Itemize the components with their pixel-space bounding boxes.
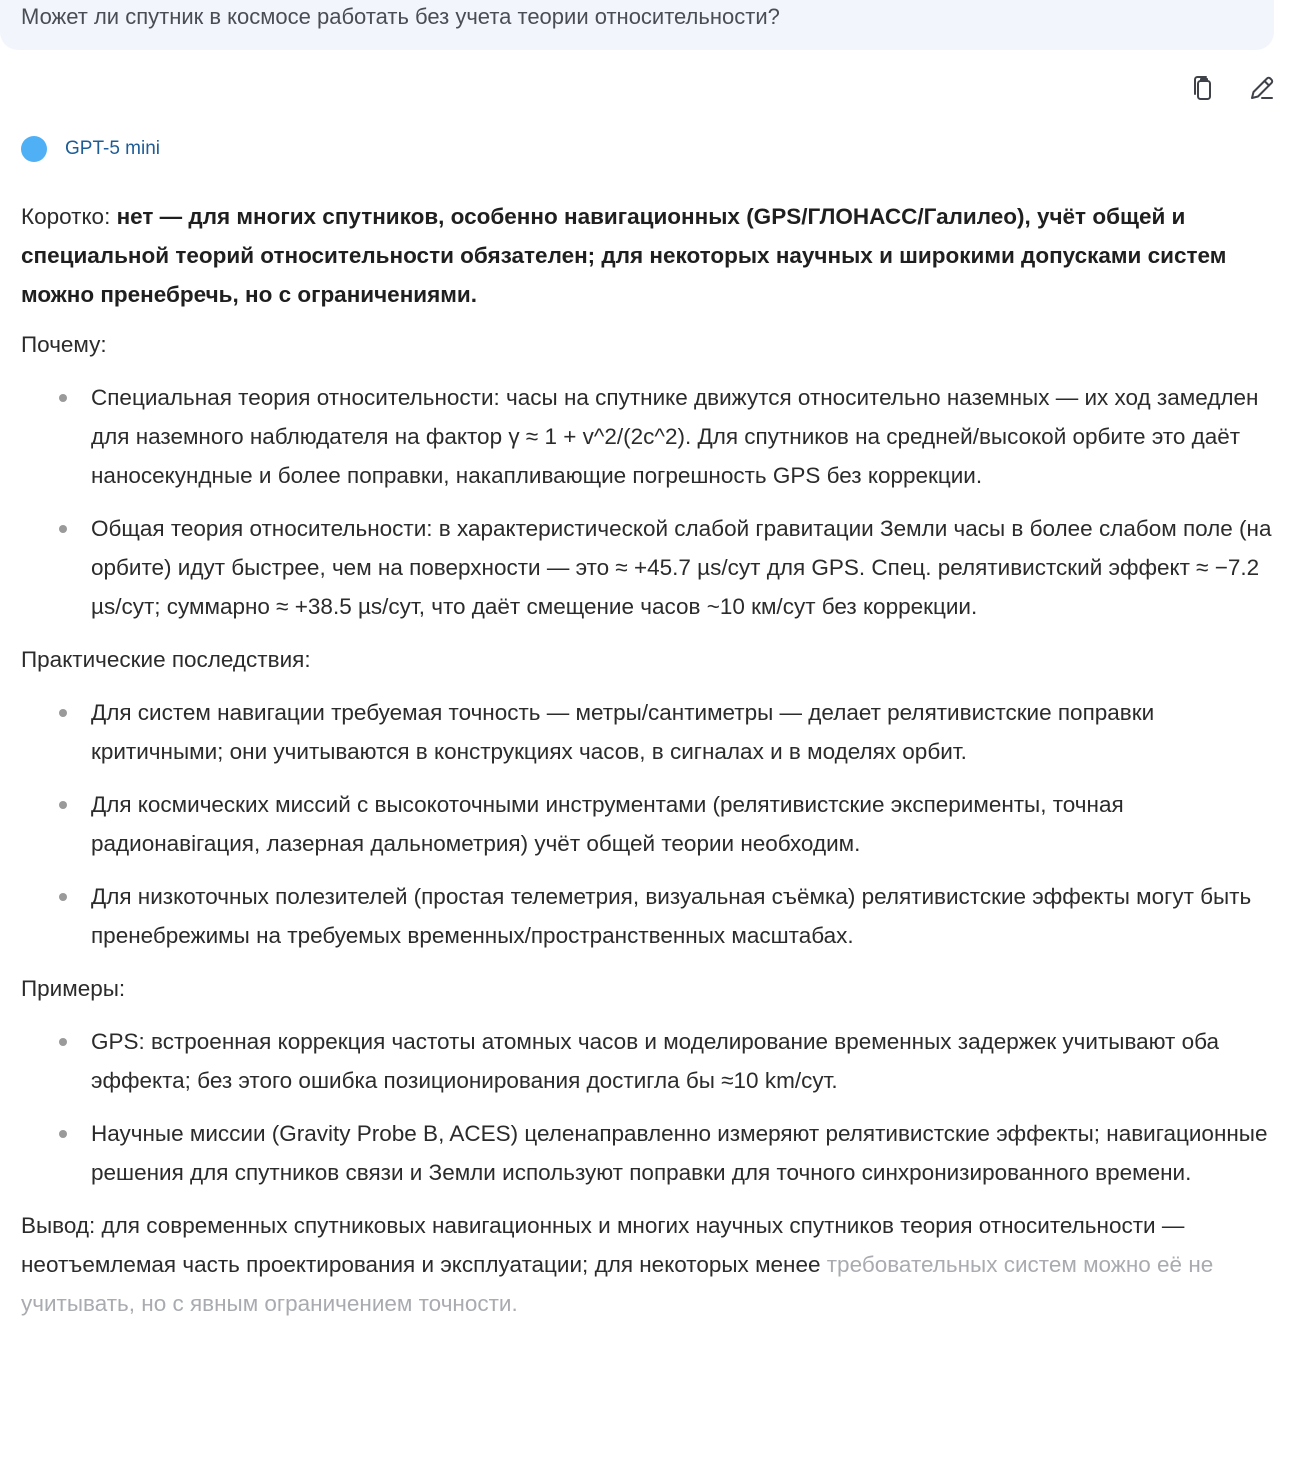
intro-prefix: Коротко: bbox=[21, 204, 117, 229]
model-name: GPT-5 mini bbox=[65, 138, 161, 159]
user-message-bubble bbox=[0, 0, 1274, 50]
pencil-icon bbox=[1244, 70, 1280, 106]
list-item: Для космических миссий с высокоточными инструментами (релятивистские эксперименты, точная радионавігация, лазерная дальнометрия) учёт общей теории необходим. bbox=[91, 785, 1276, 863]
why-heading: Почему: bbox=[21, 332, 107, 357]
practical-list bbox=[21, 693, 1276, 955]
conclusion-faded: требовательных систем можно её не учитывать, но с явным ограничением точности. bbox=[21, 1252, 1214, 1316]
list-item: Общая теория относительности: в характеристической слабой гравитации Земли часы в более слабом поле (на орбите) идут быстрее, чем на поверхности — это ≈ +45.7 µs/сут для GPS. Спец. релятивистский эффект ≈ −7.2 µs/сут; суммарно ≈ +38.5 µs/сут, что даёт смещение часов ~10 км/сут без коррекции. bbox=[91, 509, 1276, 626]
user-message-text: Может ли спутник в космосе работать без учета теории относительности? bbox=[21, 4, 780, 29]
copy-icon bbox=[1186, 70, 1222, 106]
answer-conclusion bbox=[21, 1206, 1276, 1323]
model-avatar bbox=[21, 136, 47, 162]
conclusion-main: Вывод: для современных спутниковых навигационных и многих научных спутников теория относительности — неотъемлемая часть проектирования и эксплуатации; для некоторых менее bbox=[21, 1213, 1185, 1277]
message-actions bbox=[1156, 70, 1296, 106]
why-list bbox=[21, 378, 1276, 626]
list-item: Для низкоточных полезителей (простая телеметрия, визуальная съёмка) релятивистские эффекты могут быть пренебрежимы на требуемых временных/пространственных масштабах. bbox=[91, 877, 1276, 955]
examples-heading: Примеры: bbox=[21, 976, 126, 1001]
list-item: Научные миссии (Gravity Probe B, ACES) целенаправленно измеряют релятивистские эффекты; навигационные решения для спутников связи и Земли используют поправки для точного синхронизированного времени. bbox=[91, 1114, 1276, 1192]
examples-list bbox=[21, 1022, 1276, 1192]
answer-intro bbox=[21, 197, 1276, 314]
copy-button[interactable] bbox=[1186, 70, 1222, 106]
intro-bold: нет — для многих спутников, особенно навигационных (GPS/ГЛОНАСС/Галилео), учёт общей и специальной теорий относительности обязателен; для некоторых научных и широкими допусками систем можно пренебречь, но с ограничениями. bbox=[21, 204, 1227, 307]
practical-heading: Практические последствия: bbox=[21, 647, 311, 672]
assistant-answer bbox=[21, 197, 1276, 1335]
list-item: GPS: встроенная коррекция частоты атомных часов и моделирование временных задержек учитывают оба эффекта; без этого ошибка позиционирования достигла бы ≈10 km/сут. bbox=[91, 1022, 1276, 1100]
edit-button[interactable] bbox=[1244, 70, 1280, 106]
list-item: Специальная теория относительности: часы на спутнике движутся относительно наземных — их ход замедлен для наземного наблюдателя на фактор γ ≈ 1 + v^2/(2c^2). Для спутников на средней/высокой орбите это даёт наносекундные и более поправки, накапливающие погрешность GPS без коррекции. bbox=[91, 378, 1276, 495]
list-item: Для систем навигации требуемая точность — метры/сантиметры — делает релятивистские поправки критичными; они учитываются в конструкциях часов, в сигналах и в моделях орбит. bbox=[91, 693, 1276, 771]
